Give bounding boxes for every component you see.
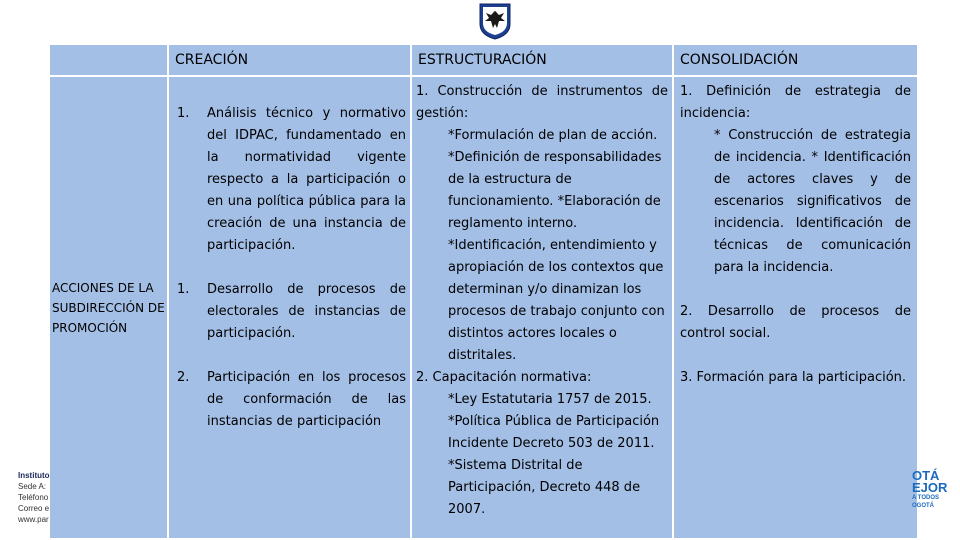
header-estructuracion: ESTRUCTURACIÓN bbox=[411, 44, 673, 76]
footer-line: Teléfono bbox=[18, 493, 49, 502]
consolidacion-item-3: 3. Formación para la participación. bbox=[680, 370, 907, 385]
footer-line: Sede A: bbox=[18, 482, 47, 491]
item-number: 1. bbox=[177, 106, 190, 121]
header-consolidacion: CONSOLIDACIÓN bbox=[673, 44, 918, 76]
consolidacion-item-1: 1. Definición de estrategia de incidencia: bbox=[680, 84, 911, 121]
row-label: ACCIONES DE LA SUBDIRECCIÓN DE PROMOCIÓN bbox=[49, 76, 168, 539]
estructuracion-item-2: 2. Capacitación normativa: bbox=[416, 370, 592, 385]
logo-text: OGOTÁ bbox=[912, 503, 934, 509]
item-text: Desarrollo de procesos de electorales de instancias de participación. bbox=[207, 282, 406, 341]
consolidacion-item-1-detail: * Construcción de estrategia de incidencia. * Identificación de actores claves y de escenarios significativos de incidencia. Identificación de técnicas de comunicación para la incidencia. bbox=[714, 128, 911, 275]
estructuracion-item-1: 1. Construcción de instrumentos de gestión: bbox=[416, 84, 668, 121]
item-number: 2. bbox=[177, 370, 190, 385]
estructuracion-item-1-detail: *Formulación de plan de acción. *Definición de responsabilidades de la estructura de funcionamiento. *Elaboración de reglamento interno. *Identificación, entendimiento y apropiación de los contextos que determinan y/o dinamizan los procesos de trabajo conjunto con distintos actores locales o distritales. bbox=[448, 128, 665, 363]
bogota-mejor-logo bbox=[912, 470, 960, 510]
logo-text: EJOR bbox=[912, 480, 948, 495]
item-number: 1. bbox=[177, 282, 190, 297]
logo-text: OTÁ bbox=[912, 468, 940, 483]
header-creacion: CREACIÓN bbox=[168, 44, 411, 76]
estructuracion-cell bbox=[411, 76, 673, 539]
creacion-item bbox=[177, 367, 406, 433]
item-text: Análisis técnico y normativo del IDPAC, fundamentado en la normatividad vigente respecto a la participación o en una política pública para la creación de una instancia de participación. bbox=[207, 106, 406, 253]
footer-line: www.par bbox=[18, 515, 49, 524]
creacion-cell bbox=[168, 76, 411, 539]
footer-contact-info bbox=[18, 470, 58, 525]
consolidacion-item-2: 2. Desarrollo de procesos de control social. bbox=[680, 304, 911, 341]
consolidacion-cell bbox=[673, 76, 918, 539]
creacion-item bbox=[177, 103, 406, 257]
bogota-coat-of-arms-icon bbox=[477, 2, 513, 40]
footer-line: Instituto bbox=[18, 471, 50, 480]
estructuracion-item-2-detail: *Ley Estatutaria 1757 de 2015. *Política Pública de Participación Incidente Decreto 503 de 2011. *Sistema Distrital de Participación, Decreto 448 de 2007. bbox=[448, 392, 660, 517]
logo-text: A TODOS bbox=[912, 495, 940, 501]
footer-line: Correo e bbox=[18, 504, 50, 513]
corner-cell bbox=[49, 44, 168, 76]
phases-table bbox=[48, 43, 913, 540]
item-text: Participación en los procesos de conformación de las instancias de participación bbox=[207, 370, 406, 429]
creacion-item bbox=[177, 279, 406, 345]
